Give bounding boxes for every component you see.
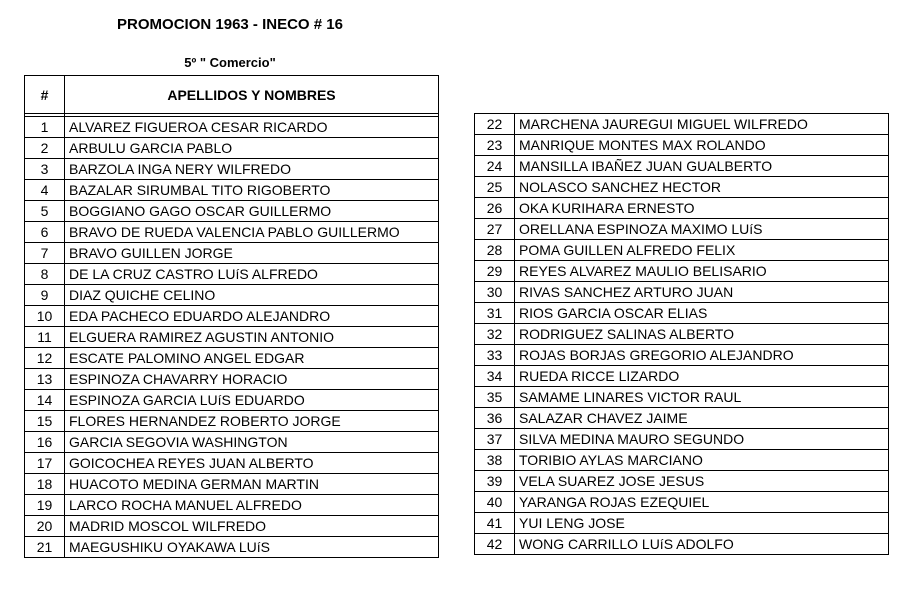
row-full-name: RIOS GARCIA OSCAR ELIAS (515, 303, 889, 324)
row-full-name: MADRID MOSCOL WILFREDO (65, 516, 439, 537)
table-row (475, 303, 889, 324)
table-row (25, 327, 439, 348)
table-row (25, 264, 439, 285)
row-number: 34 (475, 366, 515, 387)
table-row (25, 159, 439, 180)
row-number: 2 (25, 138, 65, 159)
table-row (25, 432, 439, 453)
row-number: 24 (475, 156, 515, 177)
row-number: 1 (25, 117, 65, 138)
row-full-name: ALVAREZ FIGUEROA CESAR RICARDO (65, 117, 439, 138)
row-full-name: MARCHENA JAUREGUI MIGUEL WILFREDO (515, 114, 889, 135)
table-row (475, 366, 889, 387)
column-header-number: # (25, 76, 65, 114)
row-full-name: HUACOTO MEDINA GERMAN MARTIN (65, 474, 439, 495)
table-row (475, 513, 889, 534)
table-row (25, 222, 439, 243)
table-row (25, 369, 439, 390)
left-roster-table (24, 75, 439, 558)
row-number: 41 (475, 513, 515, 534)
row-full-name: BOGGIANO GAGO OSCAR GUILLERMO (65, 201, 439, 222)
row-full-name: ROJAS BORJAS GREGORIO ALEJANDRO (515, 345, 889, 366)
row-number: 30 (475, 282, 515, 303)
table-row (25, 180, 439, 201)
table-row (25, 390, 439, 411)
row-number: 38 (475, 450, 515, 471)
table-row (25, 516, 439, 537)
table-row (475, 492, 889, 513)
page-subtitle: 5º " Comercio" (184, 55, 276, 70)
table-row (475, 429, 889, 450)
row-number: 9 (25, 285, 65, 306)
row-number: 37 (475, 429, 515, 450)
row-number: 18 (25, 474, 65, 495)
table-row (25, 201, 439, 222)
row-full-name: YUI LENG JOSE (515, 513, 889, 534)
table-row (475, 219, 889, 240)
table-row (475, 324, 889, 345)
table-row (475, 177, 889, 198)
row-full-name: DIAZ QUICHE CELINO (65, 285, 439, 306)
row-full-name: RODRIGUEZ SALINAS ALBERTO (515, 324, 889, 345)
table-row (25, 453, 439, 474)
row-number: 21 (25, 537, 65, 558)
table-row (25, 348, 439, 369)
table-row (475, 261, 889, 282)
row-number: 11 (25, 327, 65, 348)
table-row (475, 156, 889, 177)
row-full-name: ESPINOZA GARCIA LUíS EDUARDO (65, 390, 439, 411)
table-row (475, 387, 889, 408)
right-roster-table (474, 113, 889, 555)
row-full-name: ESCATE PALOMINO ANGEL EDGAR (65, 348, 439, 369)
row-number: 39 (475, 471, 515, 492)
table-row (475, 114, 889, 135)
row-number: 17 (25, 453, 65, 474)
table-row (475, 450, 889, 471)
row-number: 40 (475, 492, 515, 513)
row-number: 15 (25, 411, 65, 432)
row-full-name: OKA KURIHARA ERNESTO (515, 198, 889, 219)
row-number: 22 (475, 114, 515, 135)
row-number: 20 (25, 516, 65, 537)
row-full-name: EDA PACHECO EDUARDO ALEJANDRO (65, 306, 439, 327)
table-row (25, 495, 439, 516)
row-full-name: VELA SUAREZ JOSE JESUS (515, 471, 889, 492)
row-number: 26 (475, 198, 515, 219)
column-header-name: APELLIDOS Y NOMBRES (65, 76, 439, 114)
row-full-name: SILVA MEDINA MAURO SEGUNDO (515, 429, 889, 450)
table-row (475, 282, 889, 303)
row-number: 31 (475, 303, 515, 324)
table-row (25, 117, 439, 138)
row-number: 23 (475, 135, 515, 156)
row-number: 7 (25, 243, 65, 264)
row-number: 14 (25, 390, 65, 411)
table-row (25, 243, 439, 264)
row-full-name: POMA GUILLEN ALFREDO FELIX (515, 240, 889, 261)
row-full-name: LARCO ROCHA MANUEL ALFREDO (65, 495, 439, 516)
table-row (25, 138, 439, 159)
row-number: 4 (25, 180, 65, 201)
table-row (25, 306, 439, 327)
row-full-name: DE LA CRUZ CASTRO LUíS ALFREDO (65, 264, 439, 285)
table-row (475, 135, 889, 156)
row-full-name: MAEGUSHIKU OYAKAWA LUíS (65, 537, 439, 558)
row-number: 35 (475, 387, 515, 408)
row-number: 13 (25, 369, 65, 390)
table-row (475, 198, 889, 219)
row-full-name: BRAVO DE RUEDA VALENCIA PABLO GUILLERMO (65, 222, 439, 243)
row-full-name: GOICOCHEA REYES JUAN ALBERTO (65, 453, 439, 474)
row-full-name: ELGUERA RAMIREZ AGUSTIN ANTONIO (65, 327, 439, 348)
row-full-name: SALAZAR CHAVEZ JAIME (515, 408, 889, 429)
table-row (475, 408, 889, 429)
row-full-name: NOLASCO SANCHEZ HECTOR (515, 177, 889, 198)
table-row (475, 345, 889, 366)
row-number: 10 (25, 306, 65, 327)
row-full-name: MANSILLA IBAÑEZ JUAN GUALBERTO (515, 156, 889, 177)
row-number: 8 (25, 264, 65, 285)
row-full-name: BAZALAR SIRUMBAL TITO RIGOBERTO (65, 180, 439, 201)
row-full-name: ESPINOZA CHAVARRY HORACIO (65, 369, 439, 390)
row-full-name: RUEDA RICCE LIZARDO (515, 366, 889, 387)
row-full-name: REYES ALVAREZ MAULIO BELISARIO (515, 261, 889, 282)
row-number: 6 (25, 222, 65, 243)
table-header-row (25, 76, 439, 114)
row-number: 29 (475, 261, 515, 282)
row-number: 28 (475, 240, 515, 261)
table-row (25, 474, 439, 495)
table-row (475, 471, 889, 492)
row-number: 33 (475, 345, 515, 366)
row-full-name: BRAVO GUILLEN JORGE (65, 243, 439, 264)
row-full-name: WONG CARRILLO LUíS ADOLFO (515, 534, 889, 555)
row-number: 12 (25, 348, 65, 369)
row-number: 5 (25, 201, 65, 222)
row-number: 27 (475, 219, 515, 240)
table-row (25, 411, 439, 432)
row-full-name: ORELLANA ESPINOZA MAXIMO LUíS (515, 219, 889, 240)
row-number: 16 (25, 432, 65, 453)
row-full-name: MANRIQUE MONTES MAX ROLANDO (515, 135, 889, 156)
row-number: 36 (475, 408, 515, 429)
row-full-name: BARZOLA INGA NERY WILFREDO (65, 159, 439, 180)
row-number: 19 (25, 495, 65, 516)
row-number: 25 (475, 177, 515, 198)
right-table-body (475, 114, 889, 555)
row-number: 3 (25, 159, 65, 180)
row-number: 32 (475, 324, 515, 345)
row-full-name: RIVAS SANCHEZ ARTURO JUAN (515, 282, 889, 303)
row-full-name: TORIBIO AYLAS MARCIANO (515, 450, 889, 471)
row-full-name: YARANGA ROJAS EZEQUIEL (515, 492, 889, 513)
row-full-name: SAMAME LINARES VICTOR RAUL (515, 387, 889, 408)
page-title: PROMOCION 1963 - INECO # 16 (117, 16, 343, 33)
table-row (25, 285, 439, 306)
table-row (475, 534, 889, 555)
row-number: 42 (475, 534, 515, 555)
row-full-name: FLORES HERNANDEZ ROBERTO JORGE (65, 411, 439, 432)
table-row (475, 240, 889, 261)
row-full-name: GARCIA SEGOVIA WASHINGTON (65, 432, 439, 453)
row-full-name: ARBULU GARCIA PABLO (65, 138, 439, 159)
left-table-body (25, 114, 439, 558)
table-row (25, 537, 439, 558)
